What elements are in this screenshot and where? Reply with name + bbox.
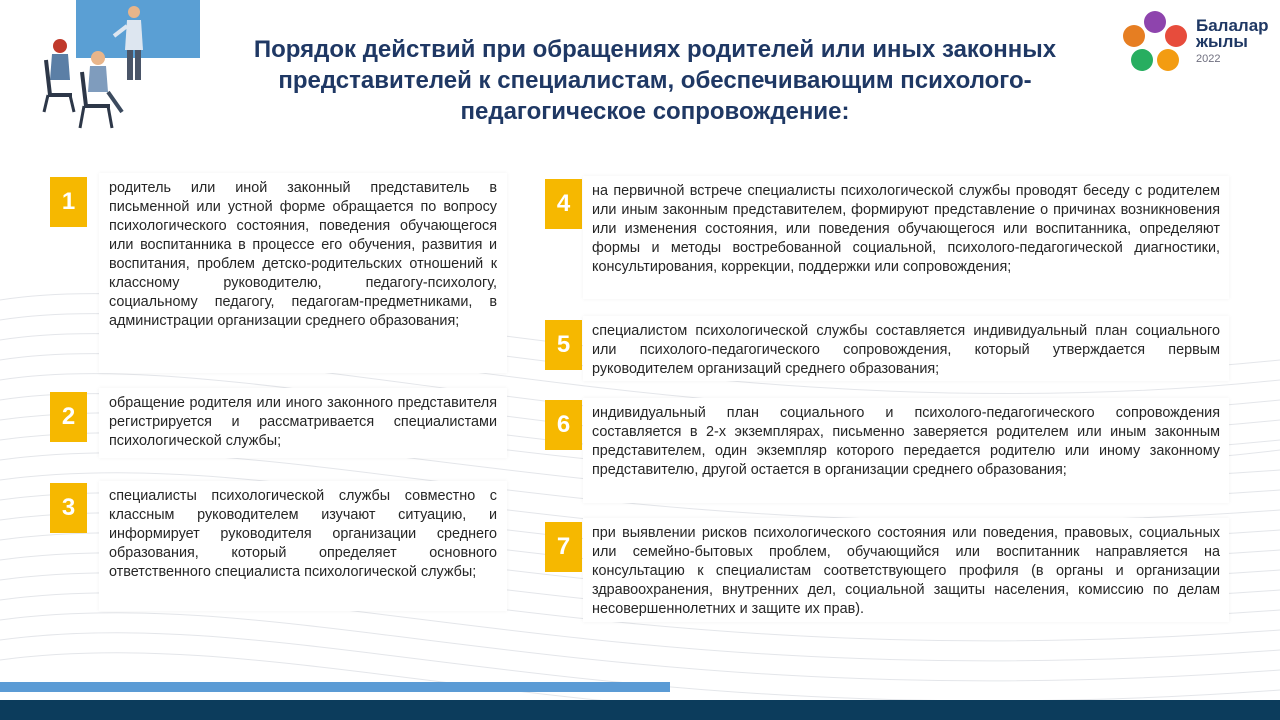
step-card-4 xyxy=(583,176,1229,299)
step-number-6: 6 xyxy=(545,400,582,450)
step-number-3: 3 xyxy=(50,483,87,533)
presentation-illustration xyxy=(36,0,206,135)
step-text-4: на первичной встрече специалисты психологической службы проводят беседу с родителем или иным законным представителем, формируют представление о причинах возникновения или изменения состояния, или поведения обучающегося или воспитанника, определяют формы и методы востребованной социальной, психолого-педагогической диагностики, консультирования, коррекции, поддержки или сопровождения; xyxy=(592,183,1220,275)
step-card-6 xyxy=(583,398,1229,503)
step-text-5: специалистом психологической службы составляется индивидуальный план социального или психолого-педагогического сопровождения, который утверждается первым руководителем организаций среднего образования; xyxy=(592,323,1220,377)
balalar-zhyly-logo-icon xyxy=(1120,8,1190,74)
step-text-2: обращение родителя или иного законного представителя регистрируется и рассматривается специалистами психологической службы; xyxy=(109,395,497,449)
step-card-3 xyxy=(99,481,507,611)
step-card-7 xyxy=(583,518,1229,622)
step-card-2 xyxy=(99,388,507,458)
step-number-1: 1 xyxy=(50,177,87,227)
step-text-1: родитель или иной законный представитель в письменной или устной форме обращается по вопросу психологического состояния, поведения обучающегося или воспитанника в процессе его обучения, развития и воспитания, проблем детско-родительских отношений к классному руководителю, педагогу-психологу, социальному педагогу, педагогам-предметниками, в администрации организации среднего образования; xyxy=(109,180,497,329)
step-number-4: 4 xyxy=(545,179,582,229)
footer-bar xyxy=(0,700,1280,720)
step-card-1 xyxy=(99,173,507,373)
footer-stripe-light xyxy=(0,682,670,692)
step-number-2: 2 xyxy=(50,392,87,442)
step-text-3: специалисты психологической службы совместно с классным руководителем изучают ситуацию, и информирует руководителя организации среднего образования, который определяет основного ответственного специалиста психологической службы; xyxy=(109,488,497,580)
step-number-5: 5 xyxy=(545,320,582,370)
step-number-7: 7 xyxy=(545,522,582,572)
page-title: Порядок действий при обращениях родителей или иных законных представителей к специалистам, обеспечивающим психолого-педагогическое сопровождение: xyxy=(253,36,1057,125)
logo-year: 2022 xyxy=(1196,53,1221,65)
step-card-5 xyxy=(583,316,1229,381)
step-text-7: при выявлении рисков психологического состояния или поведения, правовых, социальных или семейно-бытовых проблем, обучающийся или воспитанник направляется на консультацию к специалистам соответствующего профиля (в органы и организации здравоохранения, внутренних дел, социальной защиты населения, комиссию по делам несовершеннолетних и защите их прав). xyxy=(592,525,1220,617)
step-text-6: индивидуальный план социального и психолого-педагогического сопровождения составляется в 2-х экземплярах, письменно заверяется родителем или иным законным представителем, один экземпляр которого передается родителю или иному законному представителю, другой остается в организации среднего образования; xyxy=(592,405,1220,478)
logo-text: Балалар жылы xyxy=(1196,16,1269,51)
logo xyxy=(1120,8,1280,74)
